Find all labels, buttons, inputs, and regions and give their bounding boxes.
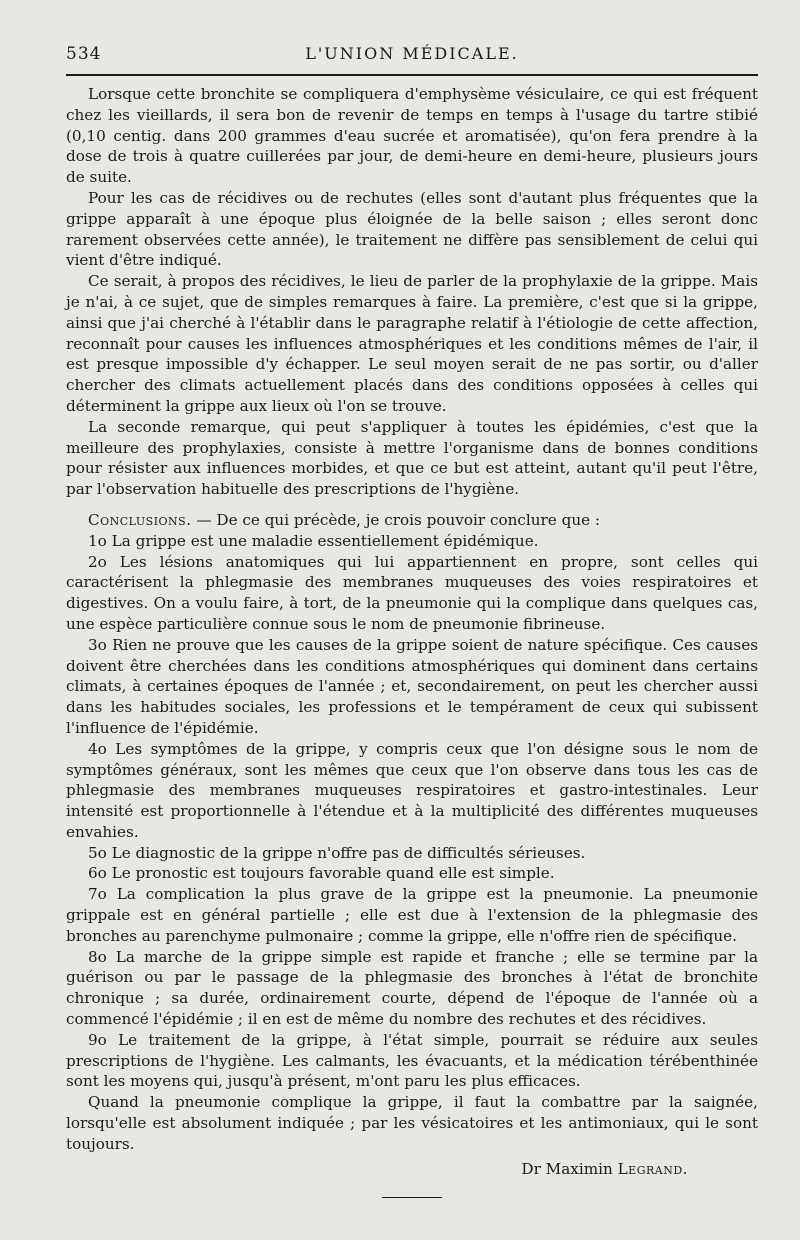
conclusion-item: 9o Le traitement de la grippe, à l'état simple, pourrait se réduire aux seules prescriptions de l'hygiène. Les calmants, les évacuants, et la médication térébenthinée sont les moyens qui, jusqu'à présent, m'ont paru les plus efficaces. bbox=[66, 1030, 758, 1091]
page-number: 534 bbox=[66, 44, 102, 64]
paragraph-emphysema: Lorsque cette bronchite se compliquera d'emphysème vésiculaire, ce qui est fréquent chez les vieillards, il sera bon de revenir de temps en temps à l'usage du tartre stibié (0,10 centig. dans 200 grammes d'eau sucrée et aromatisée), qu'on fera prendre à la dose de trois à quatre cuillerées par jour, de demi-heure en demi-heure, plusieurs jours de suite. bbox=[66, 85, 758, 187]
end-divider bbox=[382, 1197, 442, 1198]
running-title: L'UNION MÉDICALE. bbox=[305, 44, 519, 63]
paragraph-seconde-remarque: La seconde remarque, qui peut s'appliquer à toutes les épidémies, c'est que la meilleure des prophylaxies, consiste à mettre l'organisme dans de bonnes conditions pour résister aux influences morbides, et que ce but est atteint, autant qu'il peut l'être, par l'observation habituelle des prescriptions de l'hygiène. bbox=[66, 417, 758, 499]
conclusion-item: 2o Les lésions anatomiques qui lui appartiennent en propre, sont celles qui caractérisent la phlegmasie des membranes muqueuses des voies respiratoires et digestives. On a voulu faire, à tort, de la pneumonie qui la complique dans quelques cas, une espèce particulière connue sous le nom de pneumonie fibrineuse. bbox=[66, 552, 758, 633]
page-header bbox=[66, 44, 758, 76]
conclusion-item: 4o Les symptômes de la grippe, y compris ceux que l'on désigne sous le nom de symptômes généraux, sont les mêmes que ceux que l'on observe dans tous les cas de phlegmasie des membranes muqueuses respiratoires et gastro-intestinales. Leur intensité est proportionnelle à l'étendue et à la multiplicité des différentes muqueuses envahies. bbox=[66, 739, 758, 841]
author-signature bbox=[66, 1159, 758, 1180]
conclusion-item: 3o Rien ne prouve que les causes de la grippe soient de nature spécifique. Ces causes doivent être cherchées dans les conditions atmosphériques qui dominent dans certains climats, à certaines époques de l'année ; et, secondairement, on peut les chercher aussi dans les habitudes sociales, les professions et le tempérament de ceux qui subissent l'influence de l'épidémie. bbox=[66, 635, 758, 737]
paragraph-recidives: Pour les cas de récidives ou de rechutes (elles sont d'autant plus fréquentes que la grippe apparaît à une époque plus éloignée de la belle saison ; elles seront donc rarement observées cette année), le traitement ne diffère pas sensiblement de celui qui vient d'être indiqué. bbox=[66, 188, 758, 270]
conclusions-intro-paragraph bbox=[66, 510, 758, 531]
closing-paragraph: Quand la pneumonie complique la grippe, il faut la combattre par la saignée, lorsqu'elle est absolument indiquée ; par les vésicatoires et les antimoniaux, qui le sont toujours. bbox=[66, 1093, 758, 1153]
conclusion-item: 7o La complication la plus grave de la grippe est la pneumonie. La pneumonie grippale est en général partielle ; elle est due à l'extension de la phlegmasie des bronches au parenchyme pulmonaire ; comme la grippe, elle n'offre rien de spécifique. bbox=[66, 885, 758, 945]
conclusions-heading: Conclusions. bbox=[88, 510, 192, 529]
conclusion-item: 8o La marche de la grippe simple est rapide et franche ; elle se termine par la guérison ou par le passage de la phlegmasie des bronches à l'état de bronchite chronique ; sa durée, ordinairement courte, dépend de l'époque de l'année où a commencé l'épidémie ; il en est de même du nombre des rechutes et des récidives. bbox=[66, 947, 758, 1029]
conclusion-item: 5o Le diagnostic de la grippe n'offre pas de difficultés sérieuses. bbox=[88, 843, 586, 862]
author-surname: Legrand. bbox=[617, 1159, 688, 1178]
conclusions-intro: — De ce qui précède, je crois pouvoir conclure que : bbox=[191, 510, 601, 529]
conclusion-item: 1o La grippe est une maladie essentiellement épidémique. bbox=[88, 531, 539, 550]
author-prefix: Dr Maximin bbox=[521, 1159, 618, 1178]
conclusion-item: 6o Le pronostic est toujours favorable quand elle est simple. bbox=[88, 864, 555, 883]
article-body bbox=[66, 84, 758, 1155]
paragraph-prophylaxie: Ce serait, à propos des récidives, le lieu de parler de la prophylaxie de la grippe. Mais je n'ai, à ce sujet, que de simples remarques à faire. La première, c'est que si la grippe, ainsi que j'ai cherché à l'établir dans le paragraphe relatif à l'étiologie de cette affection, reconnaît pour causes les influences atmosphériques et les conditions mêmes de l'air, il est presque impossible d'y échapper. Le seul moyen serait de ne pas sortir, ou d'aller chercher des climats actuellement placés dans des conditions opposées à celles qui déterminent la grippe aux lieux où l'on se trouve. bbox=[66, 272, 758, 415]
